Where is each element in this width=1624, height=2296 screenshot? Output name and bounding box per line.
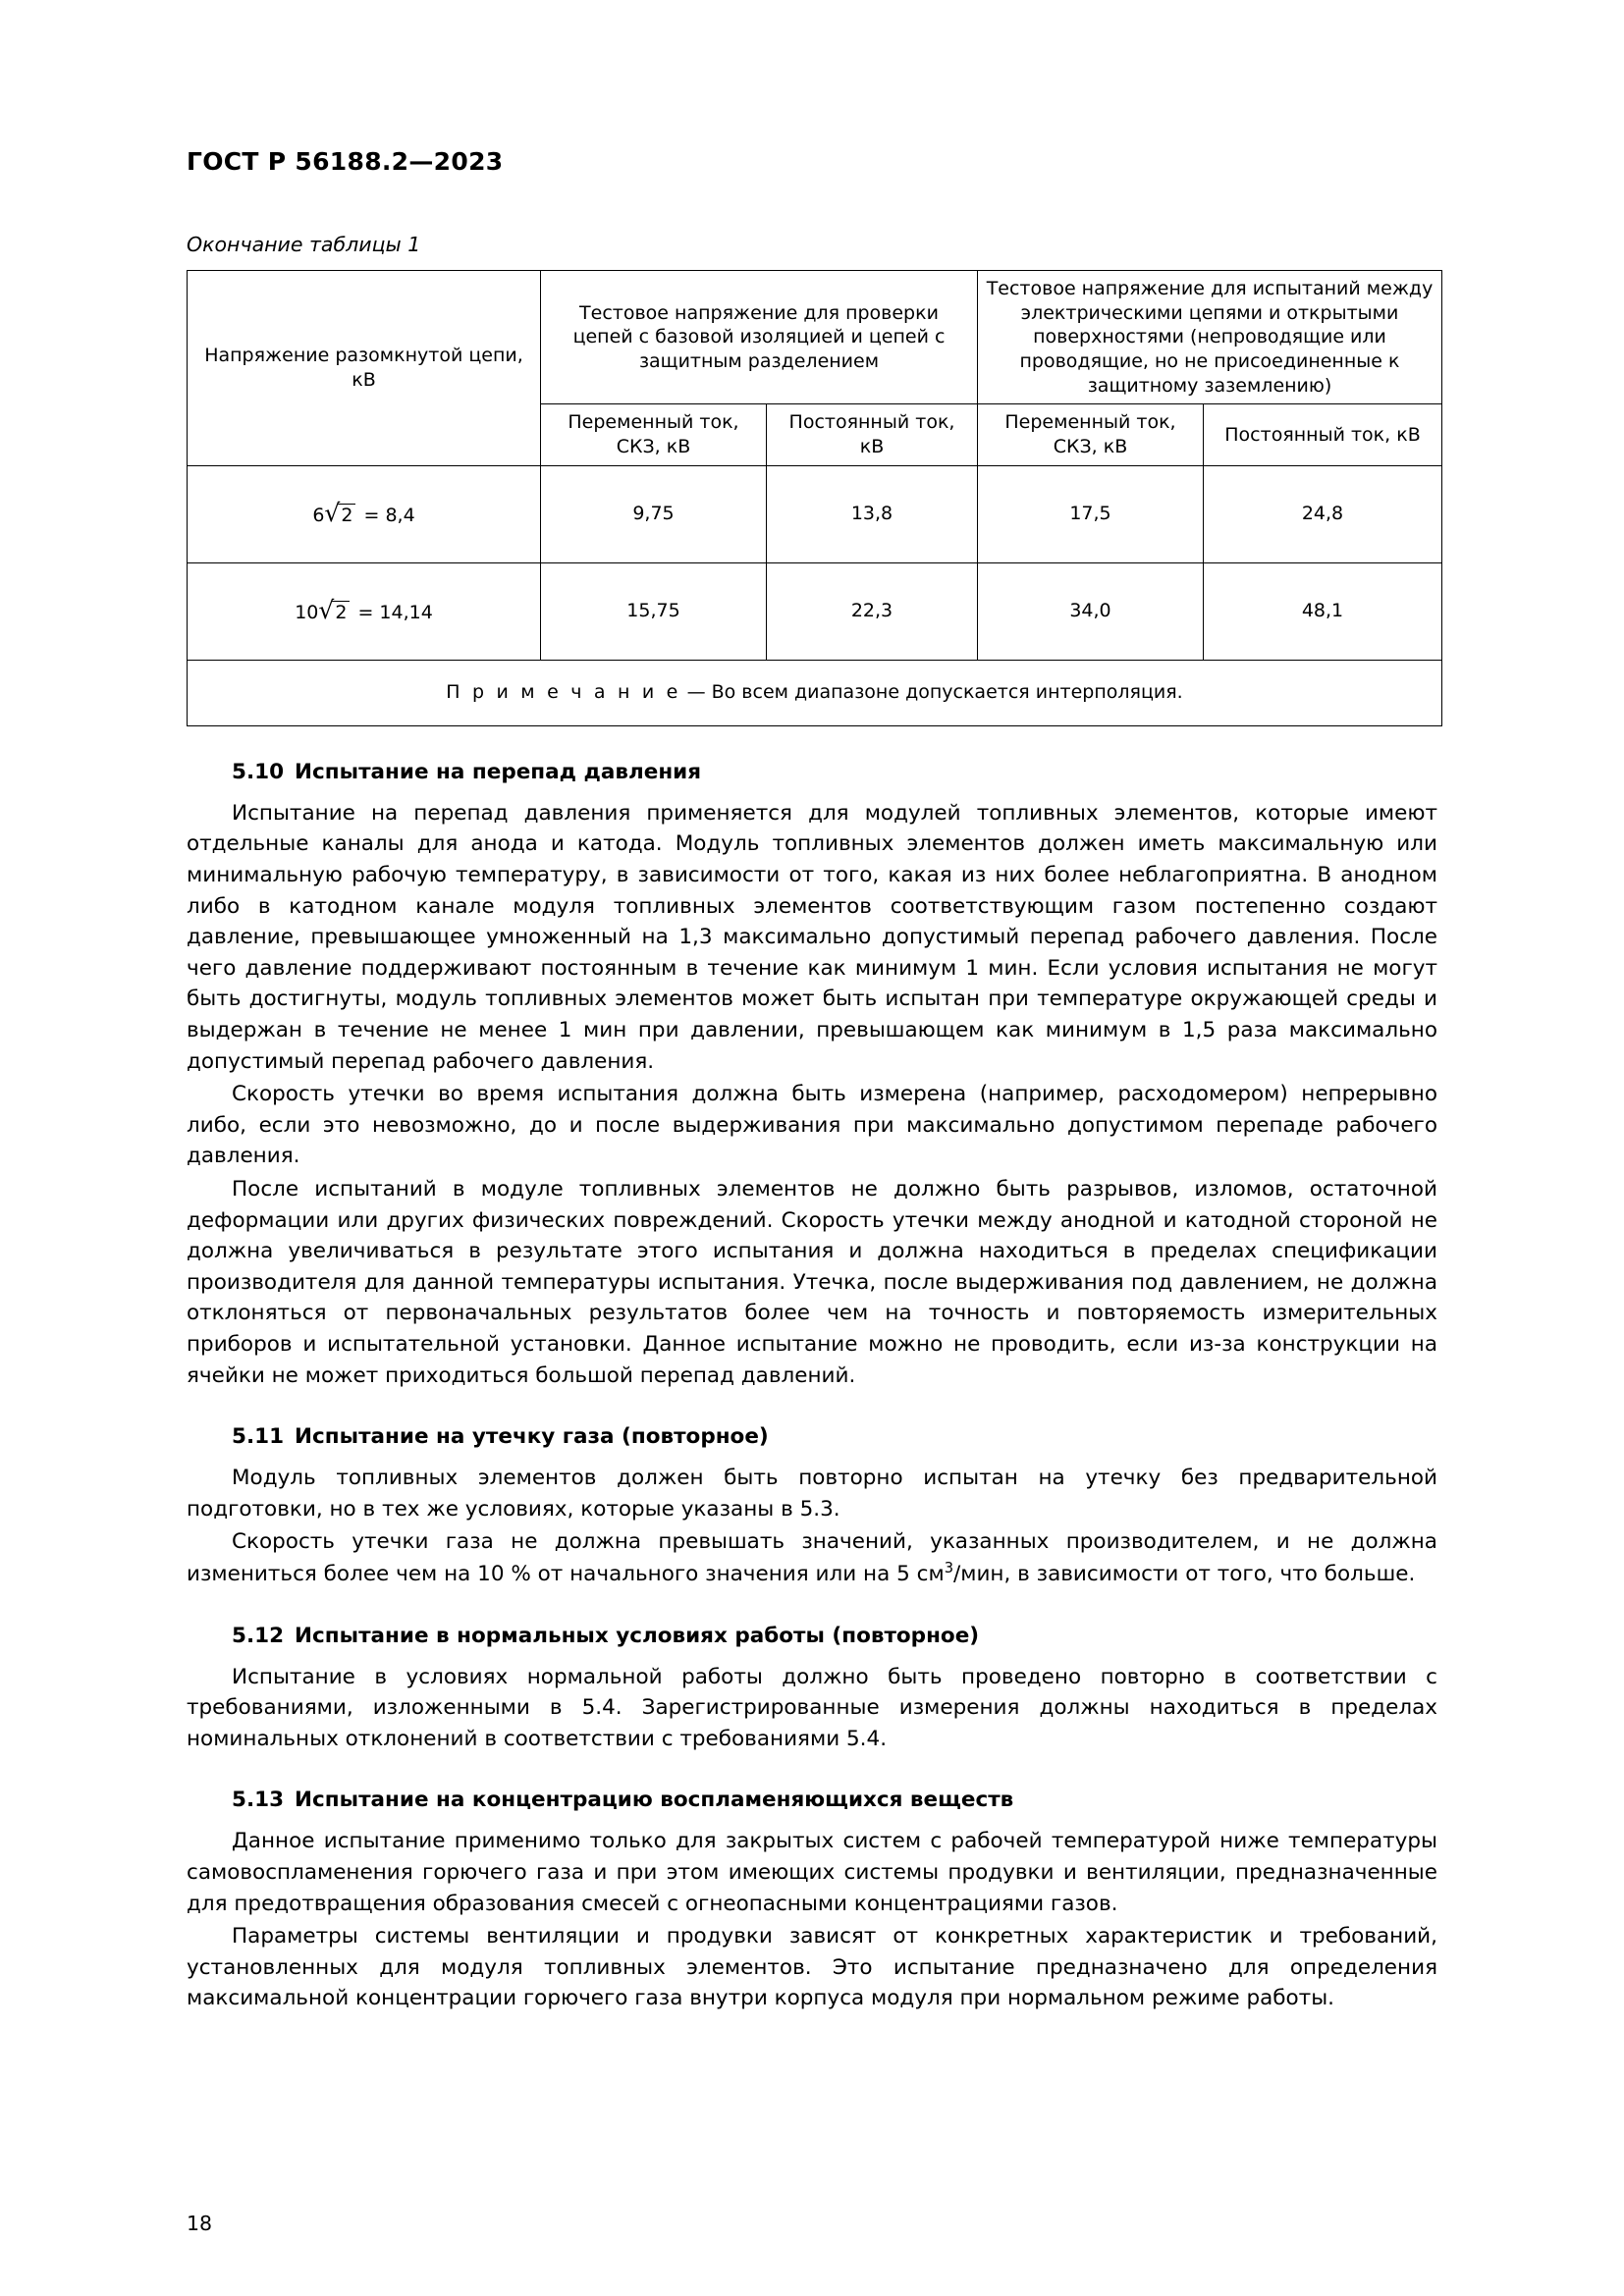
table-subheader-ac-1: Переменный ток, СКЗ, кВ [541,404,767,465]
table-cell-value: 34,0 [978,562,1204,660]
table-cell-value: 17,5 [978,465,1204,562]
table-note-label: П р и м е ч а н и е [446,681,681,704]
table-subheader-dc-2: Постоянный ток, кВ [1204,404,1442,465]
section-title: Испытание на концентрацию воспламеняющихся веществ [295,1788,1014,1813]
section-heading-5-11 [232,1424,1437,1449]
page-number: 18 [187,2212,213,2235]
table-header-row-top [188,271,1442,404]
formula-factor: 10 [295,601,319,623]
table-cell-value: 9,75 [541,465,767,562]
section-heading-5-12 [232,1624,1437,1648]
table-header-basic-insulation-group: Тестовое напряжение для проверки цепей с базовой изоляцией и цепей с защитным разделением [541,271,978,404]
paragraph: Параметры системы вентиляции и продувки зависят от конкретных характеристик и требований, установленных для модуля топливных элементов. Это испытание предназначено для определения максимальной концентрации горючего газа внутри корпуса модуля при нормальном режиме работы. [187,1924,1437,2011]
formula-radicand: 2 [338,504,355,526]
paragraph-part-after: /мин, в зависимости от того, что больше. [952,1562,1416,1587]
section-number: 5.13 [232,1788,285,1813]
paragraph: Испытание в условиях нормальной работы должно быть проведено повторно в соответствии с требованиями, изложенными в 5.4. Зарегистрированные измерения должны находиться в пределах номинальных отклонений в соответствии с требованиями 5.4. [187,1664,1437,1751]
test-voltage-table [187,270,1442,726]
formula-factor: 6 [312,504,325,526]
table-header-open-circuit-voltage: Напряжение разомкнутой цепи, кВ [188,271,541,466]
section-number: 5.11 [232,1424,285,1450]
section-heading-5-13 [232,1788,1437,1812]
table-note-row [188,660,1442,725]
formula-radicand: 2 [332,601,350,623]
section-title: Испытание на утечку газа (повторное) [295,1424,769,1450]
paragraph-part-before: Скорость утечки газа не должна превышать значений, указанных производителем, и не должна измениться более чем на 10 % от начального значения или на 5 см [187,1529,1437,1587]
table-subheader-dc-1: Постоянный ток, кВ [767,404,978,465]
formula-result: = 8,4 [363,504,415,526]
table-cell-value: 13,8 [767,465,978,562]
sqrt-icon: √2 [318,598,352,625]
section-number: 5.10 [232,759,285,784]
paragraph: После испытаний в модуле топливных элементов не должно быть разрывов, изломов, остаточной деформации или других физических повреждений. Скорость утечки между анодной и катодной стороной не должна увеличиваться в результате этого испытания и должна находиться в пределах спецификации производителя для данной температуры испытания. Утечка, после выдерживания под давлением, не должна отклоняться от первоначальных результатов более чем на точность и повторяемость измерительных приборов и испытательной установки. Данное испытание можно не проводить, если из-за конструкции на ячейки не может приходиться большой перепад давлений. [187,1176,1437,1388]
table-cell-formula [188,562,541,660]
table-cell-value: 15,75 [541,562,767,660]
table-row [188,465,1442,562]
table-note-cell [188,660,1442,725]
table-cell-value: 24,8 [1204,465,1442,562]
paragraph: Испытание на перепад давления применяется для модулей топливных элементов, которые имеют отдельные каналы для анода и катода. Модуль топливных элементов должен иметь максимальную или минимальную рабочую температуру, в зависимости от того, какая из них более неблагоприятна. В анодном либо в катодном канале модуля топливных элементов соответствующим газом постепенно создают давление, превышающее умноженный на 1,3 максимально допустимый перепад рабочего давления. После чего давление поддерживают постоянным в течение как минимум 1 мин. Если условия испытания не могут быть достигнуты, модуль топливных элементов может быть испытан при температуре окружающей среды и выдержан в течение не менее 1 мин при давлении, превышающем как минимум в 1,5 раза максимально допустимый перепад рабочего давления. [187,800,1437,1074]
section-heading-5-10 [232,760,1437,784]
table-cell-value: 48,1 [1204,562,1442,660]
table-subheader-ac-2: Переменный ток, СКЗ, кВ [978,404,1204,465]
section-title: Испытание на перепад давления [295,759,702,784]
table-header-open-surfaces-group: Тестовое напряжение для испытаний между электрическими цепями и открытыми поверхностями (непроводящие или проводящие, но не присоединенные к защитному заземлению) [978,271,1442,404]
paragraph: Данное испытание применимо только для закрытых систем с рабочей температурой ниже температуры самовоспламенения горючего газа и при этом имеющих системы продувки и вентиляции, предназначенные для предотвращения образования смесей с огнеопасными концентрациями газов. [187,1829,1437,1916]
paragraph: Модуль топливных элементов должен быть повторно испытан на утечку без предварительной подготовки, но в тех же условиях, которые указаны в 5.3. [187,1466,1437,1522]
section-number: 5.12 [232,1623,285,1648]
superscript: 3 [944,1559,953,1576]
table-cell-value: 22,3 [767,562,978,660]
table-caption: Окончание таблицы 1 [187,233,421,256]
paragraph: Скорость утечки во время испытания должна быть измерена (например, расходомером) непрерывно либо, если это невозможно, до и после выдерживания при максимально допустимом перепаде рабочего давления. [187,1082,1437,1169]
table-row [188,562,1442,660]
table-cell-formula [188,465,541,562]
table-note-text: — Во всем диапазоне допускается интерполяция. [686,681,1183,704]
formula-result: = 14,14 [357,601,433,623]
paragraph-with-superscript [187,1526,1437,1589]
document-header: ГОСТ Р 56188.2—2023 [187,147,504,176]
sqrt-icon: √2 [324,501,357,528]
section-title: Испытание в нормальных условиях работы (повторное) [295,1623,980,1648]
